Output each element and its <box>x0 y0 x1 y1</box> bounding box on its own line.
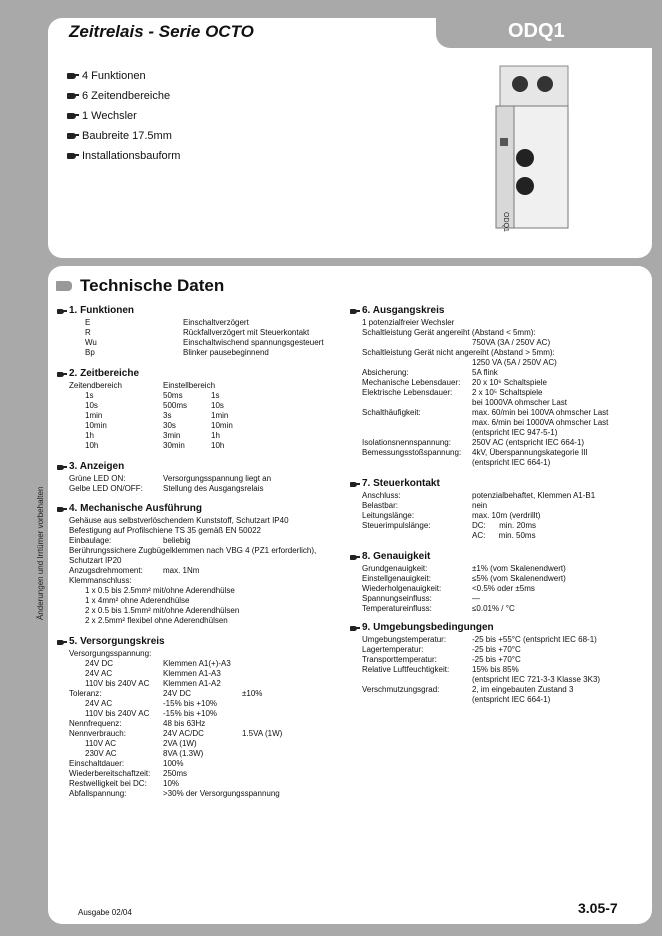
section-mechanical: 4. Mechanische Ausführung Gehäuse aus selbstverlöschendem Kunststoff, Schutzart IP40 Befestigung auf Profilschiene TS 35 gemäß EN 50022 Einbaulage: beliebig Berührungssichere Zugbügelklemmen nach VBG 4 (PZ1 erforderlich), Schutzart IP20 Anzugsdrehmoment: max. 1Nm Klemmanschluss: 1 x 0.5 bis 2.5mm² mit/ohne Aderendhülse 1 x 4mm² ohne Aderendhülse 2 x 0.5 bis 1.5mm² mit/ohne Aderendhülsen 2 x 2.5mm² flexibel ohne Aderendhülsen <box>69 503 344 626</box>
model-number: ODQ1 <box>508 20 565 42</box>
pointing-hand-icon <box>57 507 64 512</box>
section-title: Technische Daten <box>56 276 224 296</box>
relay-label: ODQ1 <box>502 212 509 232</box>
feature-item: Installationsbauform <box>67 150 180 162</box>
section-accuracy: 8. Genauigkeit Grundgenauigkeit: ±1% (vom Skalenendwert) Einstellgenauigkeit: ≤5% (vom Skalenendwert) Wiederholgenauigkeit: <0.5% oder ±5ms Spannungseinfluss: — Temperatureinfluss: ≤0.01% / °C <box>362 551 642 614</box>
edition-label: Ausgabe 02/04 <box>78 908 132 917</box>
pointing-hand-icon <box>57 372 64 377</box>
section-functions: 1. Funktionen E Einschaltverzögert R Rückfallverzögert mit Steuerkontakt Wu Einschaltwischend spannungsgesteuert Bp Blinker pausebeginnend <box>69 305 339 358</box>
feature-item: Baubreite 17.5mm <box>67 130 172 142</box>
pointing-hand-icon <box>67 153 76 159</box>
pointing-hand-icon <box>57 640 64 645</box>
feature-item: 1 Wechsler <box>67 110 137 122</box>
pointing-hand-icon <box>350 555 357 560</box>
pointing-hand-icon <box>57 309 64 314</box>
page-number: 3.05-7 <box>578 900 618 916</box>
section-time-ranges: 2. Zeitbereiche Zeitendbereich Einstellbereich 1s 50ms 1s 10s 500ms 10s 1min 3s 1min 10min 30s 10min 1h 3min 1h 10h 30min 10h <box>69 368 339 451</box>
section-environment: 9. Umgebungsbedingungen Umgebungstemperatur: -25 bis +55°C (entspricht IEC 68-1) Lagertemperatur: -25 bis +70°C Transporttemperatur: -25 bis +70°C Relative Luftfeuchtigkeit: 15% bis 85% (entspricht IEC 721-3-3 Klasse 3K3) Verschmutzungsgrad: 2, im eingebauten Zustand 3 (entspricht IEC 664-1) <box>362 622 642 705</box>
pointing-hand-icon <box>350 626 357 631</box>
pointing-hand-icon <box>350 309 357 314</box>
disclaimer: Änderungen und Irrtümer vorbehalten <box>36 486 45 620</box>
pointing-hand-icon <box>67 73 76 79</box>
feature-item: 6 Zeitendbereiche <box>67 90 170 102</box>
section-supply: 5. Versorgungskreis Versorgungsspannung: 24V DC Klemmen A1(+)-A3 24V AC Klemmen A1-A3 110V bis 240V AC Klemmen A1-A2 Toleranz: 24V DC ±10% 24V AC -15% bis +10% 110V bis 240V AC -15% bis +10% Nennfrequenz: 48 bis 63Hz Nennverbrauch: 24V AC/DC 1.5VA (1W) 110V AC 2VA (1W) 230V AC 8VA (1.3W) Einschaltdauer: 100% Wiederbereitschaftzeit: 250ms Restwelligkeit bei DC: 10% Abfallspannung: >30% der Versorgungsspannung <box>69 636 344 799</box>
section-control-contact: 7. Steuerkontakt Anschluss: potenzialbehaftet, Klemmen A1-B1 Belastbar: nein Leitungslänge: max. 10m (verdrillt) Steuerimpulslänge: DC: min. 20ms AC: min. 50ms <box>362 478 642 541</box>
pointing-hand-icon <box>67 133 76 139</box>
relay-product-image <box>490 62 575 238</box>
pointing-hand-icon <box>67 93 76 99</box>
feature-item: 4 Funktionen <box>67 70 146 82</box>
pointing-hand-icon <box>67 113 76 119</box>
pointing-hand-icon <box>56 281 72 291</box>
pointing-hand-icon <box>57 465 64 470</box>
page-title: Zeitrelais - Serie OCTO <box>69 22 254 41</box>
pointing-hand-icon <box>350 482 357 487</box>
section-indicators: 3. Anzeigen Grüne LED ON: Versorgungsspannung liegt an Gelbe LED ON/OFF: Stellung des Ausgangsrelais <box>69 461 339 494</box>
section-output: 6. Ausgangskreis 1 potenzialfreier Wechsler Schaltleistung Gerät angereiht (Abstand < 5mm): 750VA (3A / 250V AC) Schaltleistung Gerät nicht angereiht (Abstand > 5mm): 1250 VA (5A / 250V AC) Absicherung: 5A flink Mechanische Lebensdauer: 20 x 10⁶ Schaltspiele Elektrische Lebensdauer: 2 x 10⁵ Schaltspiele bei 1000VA ohmscher Last Schalthäufigkeit: max. 60/min bei 100VA ohmscher Last max. 6/min bei 1000VA ohmscher Last (entspricht IEC 947-5-1) Isolationsnennspannung: 250V AC (entspricht IEC 664-1) Bemessungsstoßspannung: 4kV, Überspannungskategorie III (entspricht IEC 664-1) <box>362 305 642 468</box>
